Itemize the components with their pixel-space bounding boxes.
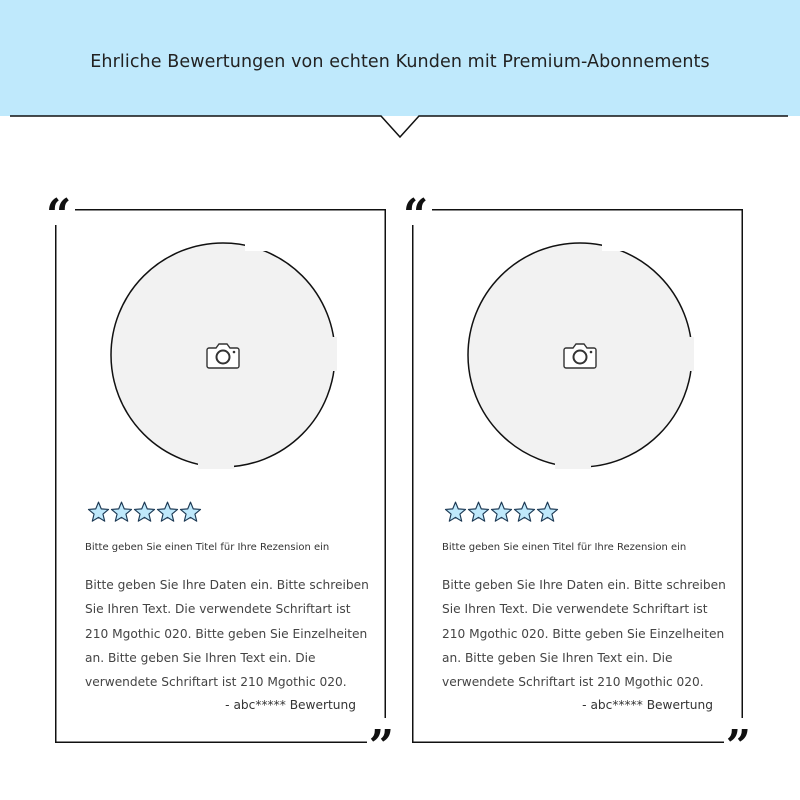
review-title: Bitte geben Sie einen Titel für Ihre Rezension ein: [85, 542, 330, 553]
review-author: - abc***** Bewertung: [582, 698, 713, 712]
star-icon[interactable]: [467, 501, 490, 523]
header-divider: [0, 0, 800, 140]
star-icon[interactable]: [87, 501, 110, 523]
review-text-line: an. Bitte geben Sie Ihren Text ein. Die: [85, 650, 316, 665]
review-text-line: verwendete Schriftart ist 210 Mgothic 020.: [85, 675, 347, 690]
star-icon[interactable]: [490, 501, 513, 523]
star-rating[interactable]: [444, 501, 559, 523]
star-icon[interactable]: [133, 501, 156, 523]
camera-icon: [564, 344, 596, 368]
star-icon[interactable]: [536, 501, 559, 523]
review-text-line: verwendete Schriftart ist 210 Mgothic 020.: [442, 675, 704, 690]
star-rating[interactable]: [87, 501, 202, 523]
review-text-line: an. Bitte geben Sie Ihren Text ein. Die: [442, 650, 673, 665]
review-text: [85, 573, 369, 694]
photo-circle: [109, 241, 337, 469]
review-text-line: Sie Ihren Text. Die verwendete Schriftart ist: [85, 602, 351, 617]
quote-open-mark: “: [403, 190, 429, 241]
star-icon[interactable]: [513, 501, 536, 523]
quote-close-mark: ”: [725, 721, 751, 772]
review-card: [46, 190, 394, 772]
quote-open-mark: “: [46, 190, 72, 241]
star-icon[interactable]: [110, 501, 133, 523]
star-icon[interactable]: [179, 501, 202, 523]
review-text-line: Bitte geben Sie Ihre Daten ein. Bitte schreiben: [85, 578, 369, 592]
review-author: - abc***** Bewertung: [225, 698, 356, 712]
photo-placeholder[interactable]: [109, 241, 337, 469]
review-text: [442, 573, 726, 694]
star-icon[interactable]: [444, 501, 467, 523]
review-text-line: 210 Mgothic 020. Bitte geben Sie Einzelheiten: [85, 626, 368, 641]
quote-close-mark: ”: [368, 721, 394, 772]
review-card: [403, 190, 751, 772]
review-text-line: Sie Ihren Text. Die verwendete Schriftart ist: [442, 602, 708, 617]
photo-placeholder[interactable]: [466, 241, 694, 469]
camera-icon: [207, 344, 239, 368]
review-title: Bitte geben Sie einen Titel für Ihre Rezension ein: [442, 542, 687, 553]
review-text-line: 210 Mgothic 020. Bitte geben Sie Einzelheiten: [442, 626, 725, 641]
star-icon[interactable]: [156, 501, 179, 523]
review-text-line: Bitte geben Sie Ihre Daten ein. Bitte schreiben: [442, 578, 726, 592]
page-title: Ehrliche Bewertungen von echten Kunden mit Premium-Abonnements: [90, 52, 710, 72]
photo-circle: [466, 241, 694, 469]
